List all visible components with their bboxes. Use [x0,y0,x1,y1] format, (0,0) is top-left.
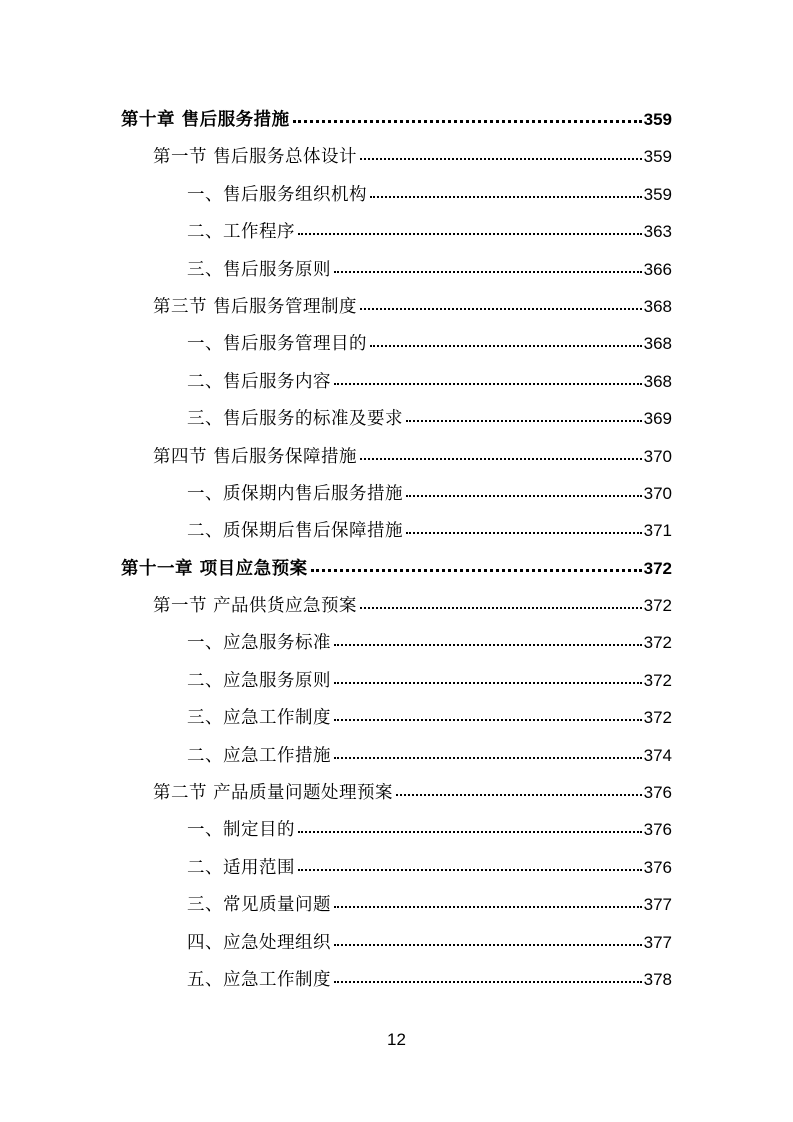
page-number: 12 [387,1030,406,1049]
toc-entry-page: 370 [643,483,672,503]
toc-entry-page: 377 [643,895,672,915]
toc-dot-leader [334,631,642,649]
toc-dot-leader [334,706,642,724]
toc-dot-leader [334,257,642,275]
toc-entry-subsection[interactable] [121,363,672,400]
toc-entry-title: 三、售后服务的标准及要求 [187,409,403,430]
toc-entry-subsection[interactable] [121,886,672,923]
toc-dot-leader [298,855,642,873]
toc-entry-page: 378 [643,969,672,989]
toc-entry-title: 一、售后服务组织机构 [187,184,367,205]
toc-entry-chapter[interactable] [121,101,672,138]
toc-entry-page: 369 [643,409,672,429]
toc-entry-chapter[interactable] [121,550,672,587]
table-of-contents [121,101,672,998]
toc-entry-subsection[interactable] [121,699,672,736]
toc-dot-leader [298,818,642,836]
toc-entry-title: 第十章 售后服务措施 [121,110,290,130]
toc-entry-title: 一、应急服务标准 [187,633,331,654]
toc-entry-page: 368 [643,296,672,316]
toc-dot-leader [334,967,642,985]
toc-entry-page: 372 [643,558,672,578]
toc-dot-leader [360,294,642,312]
toc-entry-title: 第二节 产品质量问题处理预案 [153,783,394,804]
toc-entry-page: 376 [643,820,672,840]
toc-entry-subsection[interactable] [121,213,672,250]
toc-entry-subsection[interactable] [121,400,672,437]
toc-entry-page: 372 [643,633,672,653]
toc-entry-title: 四、应急处理组织 [187,932,331,953]
toc-dot-leader [406,407,642,425]
toc-entry-section[interactable] [121,774,672,811]
toc-entry-subsection[interactable] [121,624,672,661]
toc-entry-page: 359 [643,184,672,204]
toc-entry-title: 二、应急工作措施 [187,745,331,766]
toc-entry-title: 一、制定目的 [187,820,295,841]
toc-dot-leader [360,594,642,612]
toc-dot-leader [311,556,642,574]
toc-entry-title: 一、质保期内售后服务措施 [187,483,403,504]
toc-dot-leader [334,668,642,686]
toc-entry-page: 370 [643,446,672,466]
toc-entry-title: 二、适用范围 [187,857,295,878]
toc-dot-leader [360,145,642,163]
toc-entry-title: 第三节 售后服务管理制度 [153,296,358,317]
toc-entry-title: 五、应急工作制度 [187,969,331,990]
toc-entry-subsection[interactable] [121,251,672,288]
toc-entry-subsection[interactable] [121,811,672,848]
toc-entry-subsection[interactable] [121,176,672,213]
toc-dot-leader [406,519,642,537]
toc-entry-page: 368 [643,371,672,391]
toc-entry-subsection[interactable] [121,662,672,699]
toc-entry-page: 359 [643,110,672,129]
toc-entry-section[interactable] [121,138,672,175]
toc-entry-page: 359 [643,147,672,167]
toc-dot-leader [298,220,642,238]
toc-entry-page: 366 [643,259,672,279]
toc-dot-leader [334,893,642,911]
toc-dot-leader [370,332,642,350]
toc-entry-subsection[interactable] [121,325,672,362]
toc-entry-title: 第一节 售后服务总体设计 [153,147,358,168]
toc-entry-title: 一、售后服务管理目的 [187,334,367,355]
toc-dot-leader [406,481,642,499]
toc-entry-section[interactable] [121,587,672,624]
toc-entry-page: 377 [643,932,672,952]
toc-entry-title: 第一节 产品供货应急预案 [153,596,358,617]
toc-entry-subsection[interactable] [121,512,672,549]
toc-dot-leader [360,444,642,462]
toc-entry-page: 372 [643,596,672,616]
toc-entry-title: 二、质保期后售后保障措施 [187,521,403,542]
toc-entry-subsection[interactable] [121,924,672,961]
toc-entry-page: 372 [643,670,672,690]
toc-entry-section[interactable] [121,438,672,475]
toc-entry-title: 二、售后服务内容 [187,371,331,392]
toc-dot-leader [334,743,642,761]
toc-entry-page: 368 [643,334,672,354]
toc-entry-page: 372 [643,708,672,728]
toc-entry-title: 二、应急服务原则 [187,670,331,691]
toc-entry-title: 三、售后服务原则 [187,259,331,280]
toc-entry-title: 二、工作程序 [187,222,295,243]
toc-dot-leader [370,182,642,200]
toc-dot-leader [396,781,642,799]
toc-entry-subsection[interactable] [121,475,672,512]
toc-entry-page: 376 [643,857,672,877]
toc-entry-subsection[interactable] [121,849,672,886]
toc-dot-leader [334,930,642,948]
toc-entry-page: 376 [643,783,672,803]
toc-dot-leader [293,108,642,126]
toc-entry-page: 374 [643,745,672,765]
toc-entry-page: 371 [643,521,672,541]
toc-dot-leader [334,369,642,387]
toc-entry-title: 三、应急工作制度 [187,708,331,729]
toc-entry-subsection[interactable] [121,961,672,998]
toc-entry-page: 363 [643,222,672,242]
toc-entry-title: 第四节 售后服务保障措施 [153,446,358,467]
toc-entry-subsection[interactable] [121,737,672,774]
toc-entry-title: 三、常见质量问题 [187,895,331,916]
toc-entry-title: 第十一章 项目应急预案 [121,558,308,579]
toc-entry-section[interactable] [121,288,672,325]
